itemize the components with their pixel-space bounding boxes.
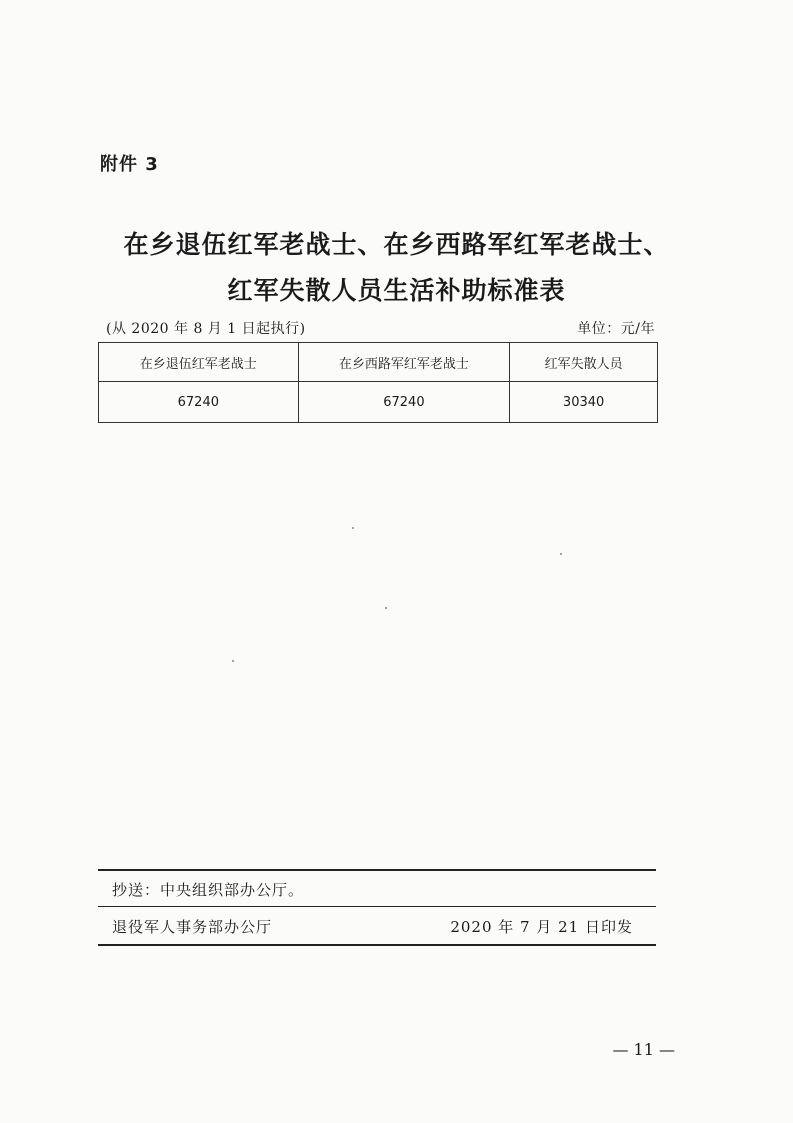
footer-top-rule (98, 869, 656, 871)
footer-middle-rule (98, 906, 656, 907)
title-line-1: 在乡退伍红军老战士、在乡西路军红军老战士、 (123, 230, 670, 259)
table-row (99, 382, 658, 423)
attachment-label: 附件 3 (100, 154, 159, 175)
issuer-name: 退役军人事务部办公厅 (112, 918, 273, 936)
table-header-row (99, 343, 658, 382)
scan-speck (232, 660, 234, 662)
table-header-cell: 在乡西路军红军老战士 (298, 343, 510, 382)
effective-date-note: (从 2020 年 8 月 1 日起执行) (106, 321, 306, 337)
issue-date: 2020 年 7 月 21 日印发 (450, 918, 633, 936)
scan-speck (385, 607, 387, 609)
table-cell: 30340 (510, 382, 658, 423)
cc-line: 抄送：中央组织部办公厅。 (112, 881, 305, 899)
title-line-2: 红军失散人员生活补助标准表 (227, 276, 566, 305)
table-cell: 67240 (99, 382, 299, 423)
footer-bottom-rule (98, 944, 656, 946)
scan-speck (560, 553, 562, 555)
table-header-cell: 红军失散人员 (510, 343, 658, 382)
table-cell: 67240 (298, 382, 510, 423)
subsidy-standard-table (98, 342, 658, 423)
page-number: — 11 — (612, 1040, 675, 1059)
unit-note: 单位：元/年 (577, 321, 655, 337)
table-header-cell: 在乡退伍红军老战士 (99, 343, 299, 382)
scan-speck (352, 527, 354, 529)
